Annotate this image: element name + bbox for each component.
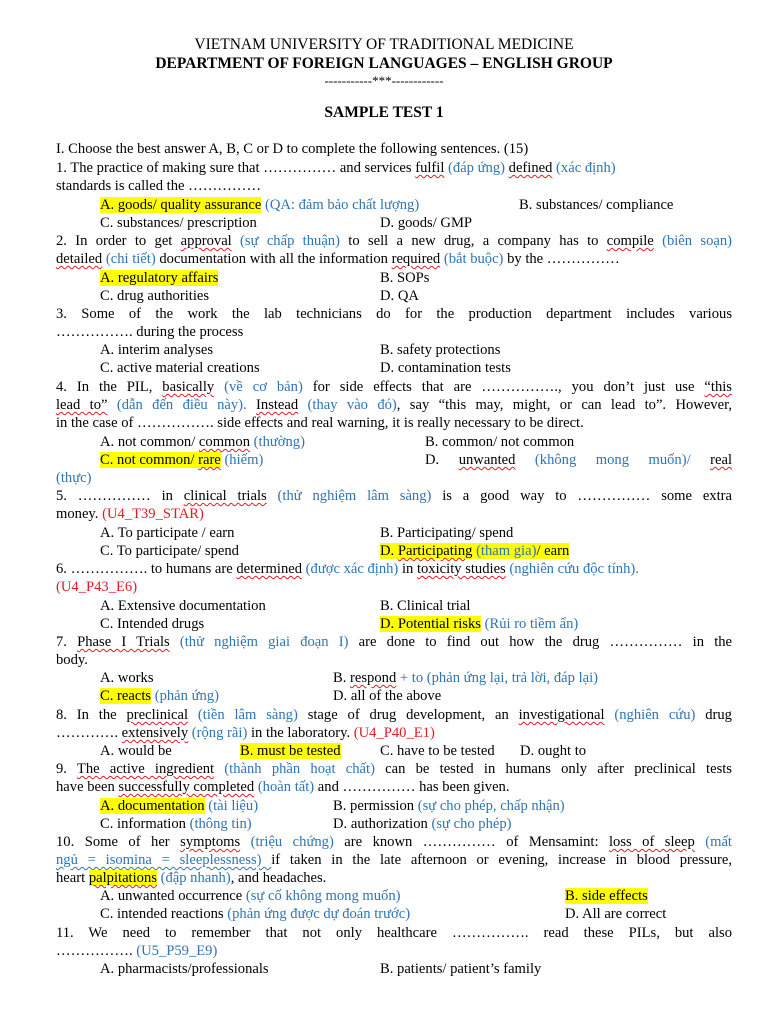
question-2-line-2: detailed (chi tiết) documentation with all the information required (bắt buộc) by the …………… — [56, 251, 620, 267]
q3-option-d: D. contamination tests — [380, 360, 511, 376]
department-name: DEPARTMENT OF FOREIGN LANGUAGES – ENGLISH GROUP — [155, 55, 613, 72]
question-6-line-1: 6. ……………. to humans are determined (được xác định) in toxicity studies (nghiên cứu độc tính). — [56, 561, 639, 577]
q10-option-a: A. unwanted occurrence (sự cố không mong muốn) — [100, 888, 401, 904]
reference-code: (U4_P40_E1) — [353, 725, 435, 741]
q8-option-b: B. must be tested — [240, 743, 341, 759]
question-9-line-1: 9. The active ingredient (thành phần hoạt chất) can be tested in humans only after preclinical tests — [56, 761, 732, 777]
q2-option-d: D. QA — [380, 288, 419, 304]
q11-option-b: B. patients/ patient’s family — [380, 961, 542, 977]
q1-option-b: B. substances/ compliance — [519, 197, 674, 213]
q8-option-c: C. have to be tested — [380, 743, 495, 759]
reference-code: (U5_P59_E9) — [136, 943, 218, 959]
vocab-word: fulfil — [415, 160, 445, 176]
question-3-line-1: 3. Some of the work the lab technicians do for the production department includes various — [56, 306, 732, 322]
q6-option-c: C. Intended drugs — [100, 616, 205, 632]
question-7-line-1: 7. Phase I Trials (thử nghiệm giai đoạn I) are done to find out how the drug …………… in the — [56, 634, 733, 650]
question-5-line-1: 5. …………… in clinical trials (thử nghiệm lâm sàng) is a good way to …………… some extra — [56, 488, 732, 504]
q3-option-b: B. safety protections — [380, 342, 501, 358]
q10-option-d: D. All are correct — [565, 906, 667, 922]
q9-option-d: D. authorization (sự cho phép) — [333, 816, 512, 832]
q6-option-a: A. Extensive documentation — [100, 598, 266, 614]
q5-option-a: A. To participate / earn — [100, 525, 235, 541]
q10-option-c: C. intended reactions (phản ứng được dự đoán trước) — [100, 906, 411, 922]
q9-option-b: B. permission (sự cho phép, chấp nhận) — [333, 798, 565, 814]
question-7-line-2: body. — [56, 652, 88, 668]
q9-option-a: A. documentation (tài liệu) — [100, 798, 259, 814]
q4-option-a: A. not common/ common (thường) — [100, 434, 305, 450]
gloss: (đáp ứng) — [444, 160, 509, 176]
q8-option-d: D. ought to — [520, 743, 587, 759]
gloss: (xác định) — [552, 160, 616, 176]
q6-option-d: D. Potential risks (Rủi ro tiềm ẩn) — [380, 616, 579, 632]
question-4-line-2: lead to” (dẫn đến điều này). Instead (thay vào đó), say “this may, might, or can lead to”. However, — [56, 397, 732, 413]
instruction: I. Choose the best answer A, B, C or D to complete the following sentences. (15) — [56, 141, 529, 157]
question-4-line-3: in the case of ……………. side effects and real warning, it is really necessary to be direct. — [56, 415, 584, 431]
reference-code: (U4_P43_E6) — [56, 579, 138, 595]
question-8-line-1: 8. In the preclinical (tiền lâm sàng) stage of drug development, an investigational (nghiên cứu) drug — [56, 707, 732, 723]
reference-code: (U4_T39_STAR) — [102, 506, 204, 522]
q1-option-d: D. goods/ GMP — [380, 215, 473, 231]
question-11-line-1: 11. We need to remember that not only healthcare ……………. read these PILs, but also — [56, 925, 732, 941]
q1-option-c: C. substances/ prescription — [100, 215, 257, 231]
q5-option-d: D. Participating (tham gia)/ earn — [380, 543, 570, 559]
q5-option-b: B. Participating/ spend — [380, 525, 514, 541]
question-5-line-2: money. (U4_T39_STAR) — [56, 506, 204, 522]
question-2-line-1: 2. In order to get approval (sự chấp thuận) to sell a new drug, a company has to compile (biên soạn) — [56, 233, 732, 249]
q1-option-a: A. goods/ quality assurance (QA: đảm bảo chất lượng) — [100, 197, 420, 213]
q8-option-a: A. would be — [100, 743, 172, 759]
q7-option-a: A. works — [100, 670, 154, 686]
q11-option-a: A. pharmacists/professionals — [100, 961, 269, 977]
vocab-word: defined — [508, 160, 553, 176]
q7-option-d: D. all of the above — [333, 688, 442, 704]
q7-option-c: C. reacts (phản ứng) — [100, 688, 219, 704]
test-title: SAMPLE TEST 1 — [324, 104, 444, 121]
q4-option-d-gloss: (thực) — [56, 470, 92, 486]
university-name: VIETNAM UNIVERSITY OF TRADITIONAL MEDICINE — [194, 36, 574, 53]
q6-option-b: B. Clinical trial — [380, 598, 471, 614]
q2-option-b: B. SOPs — [380, 270, 430, 286]
q2-option-c: C. drug authorities — [100, 288, 210, 304]
question-1-line-1: 1. The practice of making sure that …………… and services fulfil (đáp ứng) defined (xác định) — [56, 160, 616, 176]
q4-option-d: D. unwanted (không mong muốn)/ real — [425, 452, 732, 468]
question-10-line-1: 10. Some of her symptoms (triệu chứng) are known …………… of Mensamint: loss of sleep (mất — [56, 834, 732, 850]
q10-option-b: B. side effects — [565, 888, 648, 904]
question-1-line-2: standards is called the …………… — [56, 178, 262, 194]
question-4-line-1: 4. In the PIL, basically (về cơ bản) for side effects that are ……………., you don’t just use “this — [56, 379, 732, 395]
question-10-line-2: ngủ = isomina = sleeplessness) if taken in the late afternoon or evening, increase in blood pressure, — [56, 852, 732, 868]
question-9-line-2: have been successfully completed (hoàn tất) and …………… has been given. — [56, 779, 510, 795]
q2-option-a: A. regulatory affairs — [100, 270, 219, 286]
q3-option-c: C. active material creations — [100, 360, 260, 376]
question-11-line-2: ……………. (U5_P59_E9) — [56, 943, 218, 959]
q7-option-b: B. respond + to (phản ứng lại, trả lời, đáp lại) — [333, 670, 599, 686]
question-3-line-2: ……………. during the process — [56, 324, 244, 340]
q4-option-b: B. common/ not common — [425, 434, 575, 450]
q9-option-c: C. information (thông tin) — [100, 816, 252, 832]
question-8-line-2: …………. extensively (rộng rãi) in the laboratory. (U4_P40_E1) — [56, 725, 435, 741]
question-10-line-3: heart palpitations (đập nhanh), and headaches. — [56, 870, 327, 886]
header-divider: -----------***------------ — [324, 73, 444, 88]
q4-option-c: C. not common/ rare (hiếm) — [100, 452, 264, 468]
q3-option-a: A. interim analyses — [100, 342, 214, 358]
q5-option-c: C. To participate/ spend — [100, 543, 239, 559]
